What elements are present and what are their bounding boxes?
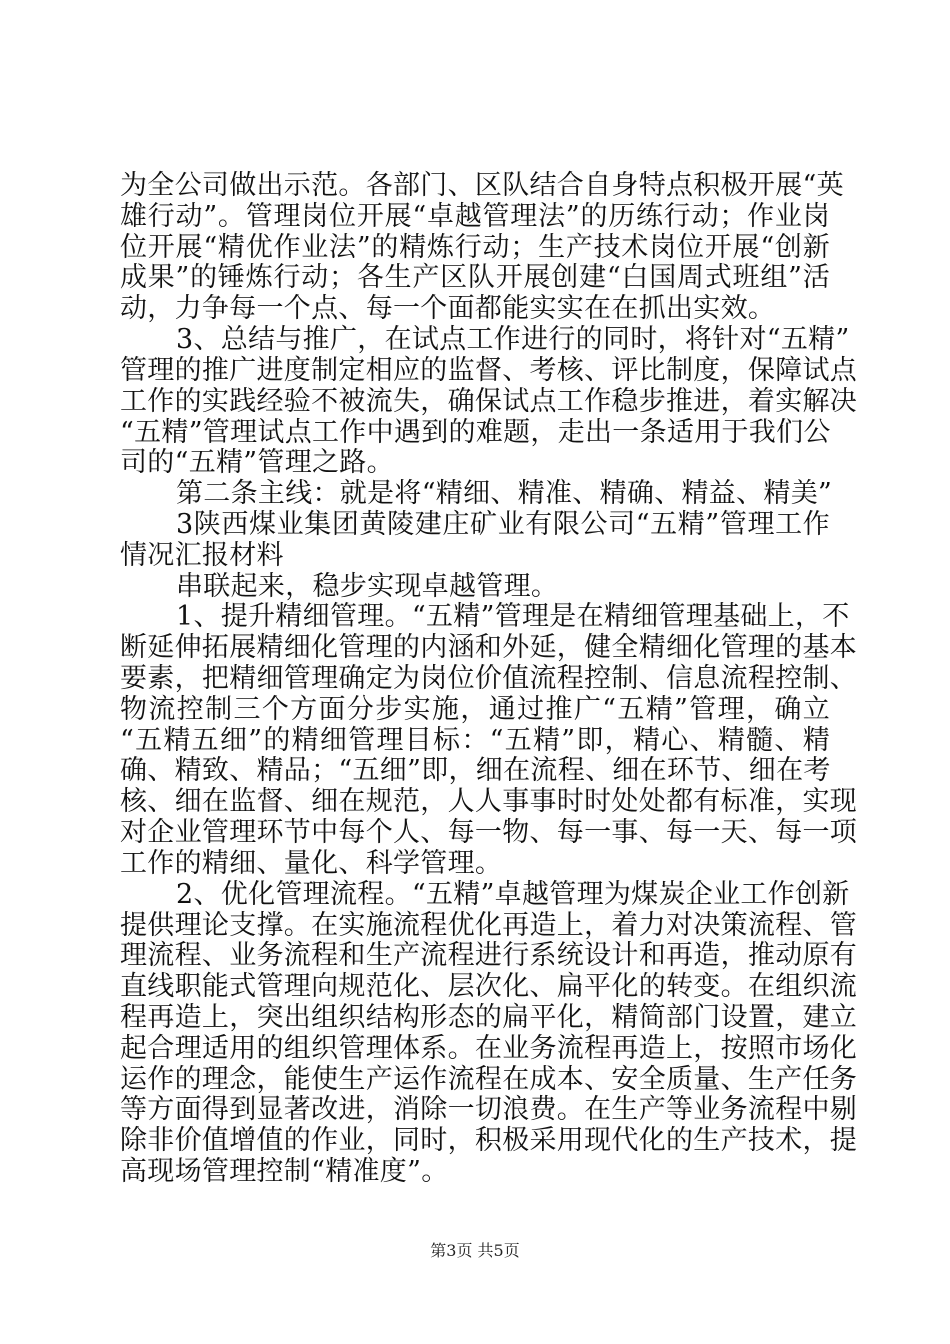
- text-line: “五精五细”的精细管理目标：“五精”即，精心、精髓、精: [120, 725, 830, 756]
- text-line: 物流控制三个方面分步实施，通过推广“五精”管理，确立: [120, 694, 830, 725]
- text-line: 核、细在监督、细在规范，人人事事时时处处都有标准，实现: [120, 786, 858, 817]
- text-line: 等方面得到显著改进，消除一切浪费。在生产等业务流程中剔: [120, 1094, 858, 1125]
- text-line: 对企业管理环节中每个人、每一物、每一事、每一天、每一项: [120, 817, 858, 848]
- text-line: 管理的推广进度制定相应的监督、考核、评比制度，保障试点: [120, 355, 858, 386]
- text-line: 运作的理念，能使生产运作流程在成本、安全质量、生产任务: [120, 1064, 858, 1095]
- text-line: “五精”管理试点工作中遇到的难题，走出一条适用于我们公: [120, 417, 831, 448]
- text-line: 成果”的锤炼行动；各生产区队开展创建“白国周式班组”活: [120, 262, 830, 293]
- text-line: 要素，把精细管理确定为岗位价值流程控制、信息流程控制、: [120, 663, 858, 694]
- text-line: 1、提升精细管理。“五精”管理是在精细管理基础上，不: [176, 601, 850, 632]
- text-line: 司的“五精”管理之路。: [120, 447, 394, 478]
- text-line: 第二条主线：就是将“精细、精准、精确、精益、精美”: [176, 478, 833, 509]
- text-line: 提供理论支撑。在实施流程优化再造上，着力对决策流程、管: [120, 910, 858, 941]
- text-line: 工作的精细、量化、科学管理。: [120, 848, 503, 879]
- text-line: 2、优化管理流程。“五精”卓越管理为煤炭企业工作创新: [176, 879, 850, 910]
- text-line: 雄行动”。管理岗位开展“卓越管理法”的历练行动；作业岗: [120, 201, 830, 232]
- text-line: 直线职能式管理向规范化、层次化、扁平化的转变。在组织流: [120, 971, 858, 1002]
- text-line: 工作的实践经验不被流失，确保试点工作稳步推进，着实解决: [120, 386, 858, 417]
- text-line: 确、精致、精品；“五细”即，细在流程、细在环节、细在考: [120, 755, 831, 786]
- page-number: 第3页 共5页: [430, 1241, 520, 1260]
- text-line: 程再造上，突出组织结构形态的扁平化，精简部门设置，建立: [120, 1002, 858, 1033]
- text-line: 串联起来，稳步实现卓越管理。: [176, 571, 559, 602]
- text-line: 情况汇报材料: [120, 540, 284, 571]
- text-line: 起合理适用的组织管理体系。在业务流程再造上，按照市场化: [120, 1033, 858, 1064]
- text-line: 除非价值增值的作业，同时，积极采用现代化的生产技术，提: [120, 1125, 858, 1156]
- text-line: 动，力争每一个点、每一个面都能实实在在抓出实效。: [120, 293, 776, 324]
- text-line: 理流程、业务流程和生产流程进行系统设计和再造，推动原有: [120, 940, 858, 971]
- text-line: 3陕西煤业集团黄陵建庄矿业有限公司“五精”管理工作: [176, 509, 830, 540]
- text-line: 为全公司做出示范。各部门、区队结合自身特点积极开展“英: [120, 170, 844, 201]
- text-line: 3、总结与推广，在试点工作进行的同时，将针对“五精”: [176, 324, 850, 355]
- text-line: 高现场管理控制“精准度”。: [120, 1156, 449, 1187]
- text-line: 位开展“精优作业法”的精炼行动；生产技术岗位开展“创新: [120, 232, 830, 263]
- text-line: 断延伸拓展精细化管理的内涵和外延，健全精细化管理的基本: [120, 632, 858, 663]
